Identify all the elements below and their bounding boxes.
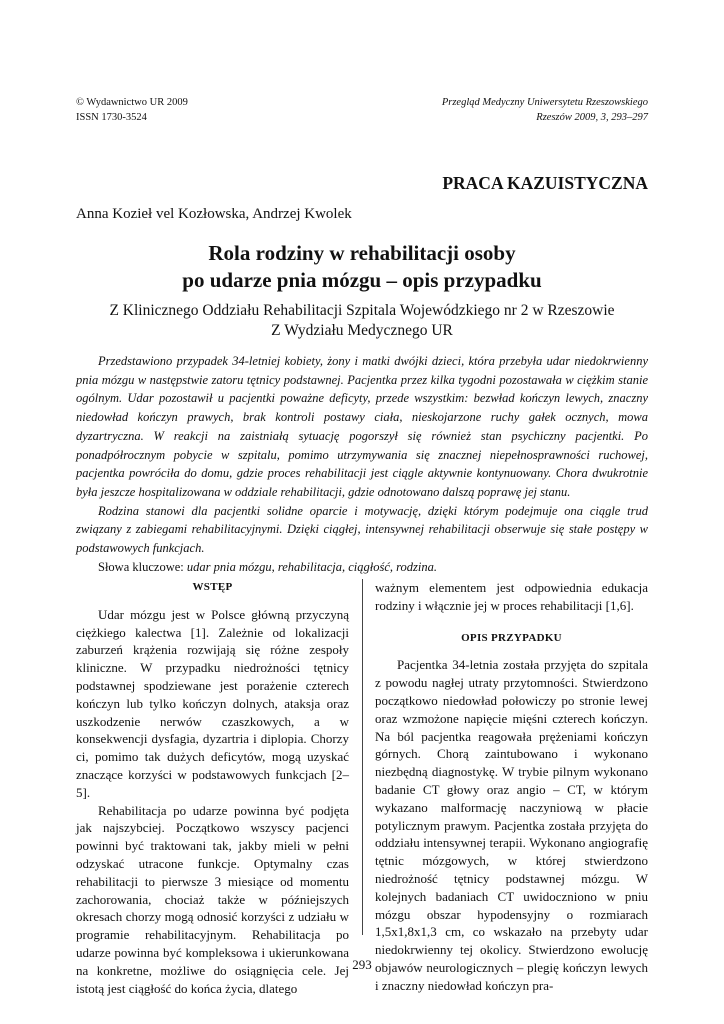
affiliation xyxy=(76,301,648,341)
authors: Anna Kozieł vel Kozłowska, Andrzej Kwolek xyxy=(76,206,352,222)
section-heading-intro: WSTĘP xyxy=(192,581,233,593)
keywords xyxy=(76,558,648,577)
article-type: PRACA KAZUISTYCZNA xyxy=(442,173,648,193)
issn-line: ISSN 1730-3524 xyxy=(76,112,147,123)
page-number: 293 xyxy=(352,957,372,972)
title-line-1: Rola rodziny w rehabilitacji osoby xyxy=(208,241,516,265)
article-title xyxy=(76,240,648,294)
right-column xyxy=(375,579,648,995)
intro-continuation: ważnym elementem jest odpowiednia edukacja rodziny i włącznie jej w proces rehabilitacji [1,6]. xyxy=(375,580,648,613)
abstract xyxy=(76,352,648,576)
intro-paragraph-2: Rehabilitacja po udarze powinna być podjęta jak najszybciej. Początkowo wszyscy pacjenci powinni być traktowani tak, jakby mieli w pełni odzyskać utracone funkcje. Optymalny czas rehabilitacji to pierwsze 3 miesiące od momentu zachorowania, chociaż także w późniejszych okresach chorzy mogą odnosić korzyści z udziału w programie rehabilitacyjnym. Rehabilitacja po udarze powinna być kompleksowa i ukierunkowana na konkretne, możliwe do osiągnięcia cele. Jej istotą jest ciągłość do końca życia, dlatego xyxy=(76,802,349,996)
journal-name: Przegląd Medyczny Uniwersytetu Rzeszowskiego xyxy=(441,97,648,108)
intro-paragraph-1: Udar mózgu jest w Polsce główną przyczyną ciężkiego kalectwa [1]. Zależnie od lokalizacji zaburzeń krążenia rozwijają się różne zespoły kliniczne. W przypadku niedrożności tętnicy podstawnej spodziewane jest porażenie czterech kończyn lub tylko kończyn dolnych, ataksja oraz uszkodzenie nerwów czaszkowych, a w konsekwencji dysfagia, dyzartria i diplopia. Chorzy ci, pomimo tak dużych deficytów, mogą uzyskać znaczące korzyści w podstawowych funkcjach [2–5]. xyxy=(76,606,349,800)
publisher-line: © Wydawnictwo UR 2009 xyxy=(76,97,188,108)
abstract-paragraph-1: Przedstawiono przypadek 34-letniej kobiety, żony i matki dwójki dzieci, która przebyła udar niedokrwienny pnia mózgu w następstwie zatoru tętnicy podstawnej. Pacjentka przez kilka tygodni pozostawała w ciężkim stanie ogólnym. Udar pozostawił u pacjentki poważne deficyty, przede wszystkim: bezwład kończyn lewych, znaczny niedowład kończyn prawych, brak kontroli postawy ciała, nieskojarzone ruchy gałek ocznych, mowa dyzartryczna. W reakcji na zaistniałą sytuację pogorszył się również stan psychiczny pacjentki. Po ponadpółrocznym pobycie w szpitalu, pomimo utrzymywania się znacznej niepełnosprawności ruchowej, pacjentka powróciła do domu, gdzie proces rehabilitacji jest ciągle aktywnie kontynuowany. Chora dwukrotnie była jeszcze hospitalizowana w oddziale rehabilitacji, gdzie odnotowano dalszą poprawę jej stanu. xyxy=(76,354,648,499)
abstract-paragraph-2: Rodzina stanowi dla pacjentki solidne oparcie i motywację, dzięki którym podejmuje ona ciągle trud związany z zabiegami rehabilitacyjnymi. Dzięki ciągłej, intensywnej rehabilitacji obserwuje się stałe postępy w podstawowych funkcjach. xyxy=(76,503,648,556)
affiliation-line-2: Z Wydziału Medycznego UR xyxy=(271,322,453,339)
left-column xyxy=(76,579,349,997)
keywords-list: udar pnia mózgu, rehabilitacja, ciągłość, rodzina. xyxy=(186,559,437,574)
case-paragraph-1: Pacjentka 34-letnia została przyjęta do szpitala z powodu nagłej utraty przytomności. Stwierdzono początkowo niedowład połowiczy po stronie lewej oraz wzmożone napięcie mięśni czterech kończyn. Na ból pacjentka reagowała prężeniami kończyn górnych. Chorą zaintubowano i wykonano niezbędną diagnostykę. W trybie pilnym wykonano badanie CT głowy oraz angio – CT, w którym wykazano malformację naczyniową w płacie potylicznym prawym. Pacjentka została przyjęta do oddziału intensywnej terapii. Wykonano angiografię tętnic mózgowych, w której stwierdzono niedrożność tętnicy podstawnej mózgu. W kolejnych badaniach CT uwidoczniono w pniu mózgu obszar hypodensyjny o rozmiarach 1,5x1,8x1,3 cm, co wskazało na przebyty udar niedokrwienny tej okolicy. Stwierdzono ewolucję objawów neurologicznych – plegię kończyn lewych i znaczny niedowład kończyn pra- xyxy=(375,657,648,993)
journal-citation: Rzeszów 2009, 3, 293–297 xyxy=(536,112,648,123)
title-line-2: po udarze pnia mózgu – opis przypadku xyxy=(182,268,542,292)
keywords-label: Słowa kluczowe: xyxy=(98,559,184,574)
header-right xyxy=(442,95,648,125)
affiliation-line-1: Z Klinicznego Oddziału Rehabilitacji Szpitala Wojewódzkiego nr 2 w Rzeszowie xyxy=(109,302,615,319)
column-divider xyxy=(362,579,363,935)
header-left xyxy=(76,95,188,125)
section-heading-case: OPIS PRZYPADKU xyxy=(461,631,562,644)
